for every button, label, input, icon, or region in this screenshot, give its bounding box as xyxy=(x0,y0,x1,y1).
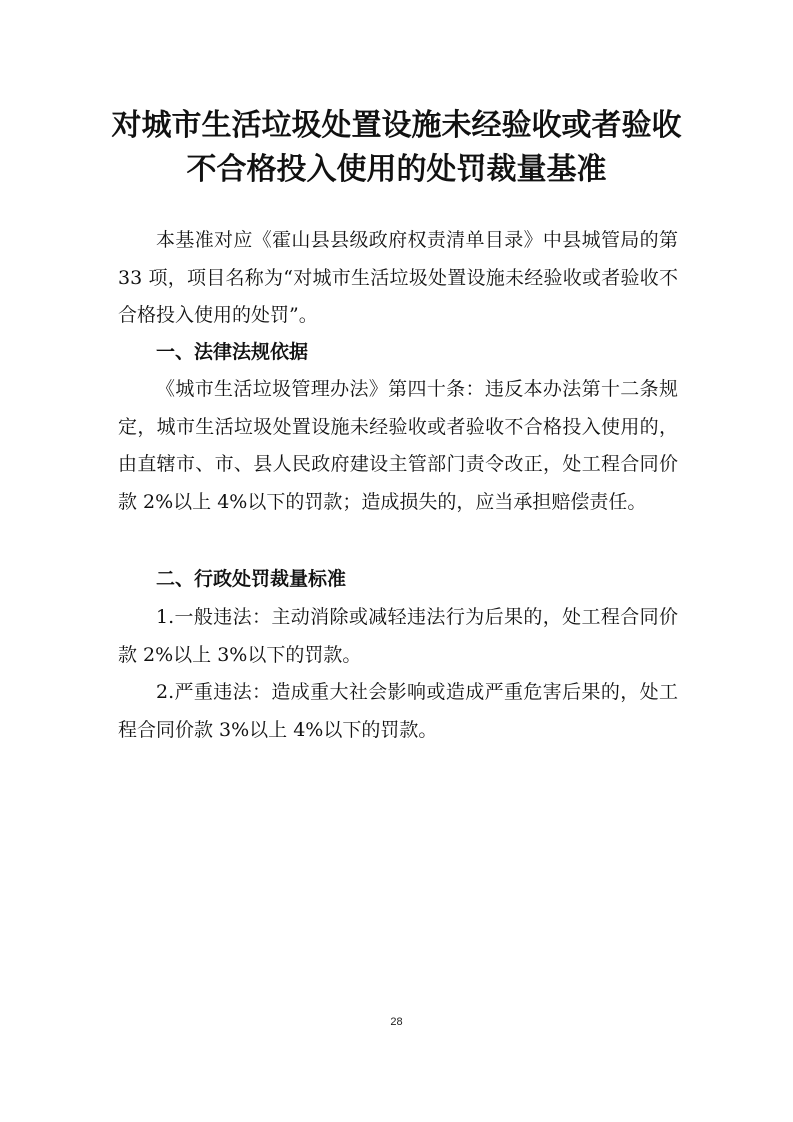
standard-item-general: 1.一般违法：主动消除或减轻违法行为后果的，处工程合同价款 2%以上 3%以下的罚款。 xyxy=(118,606,678,666)
document-title-line-1: 对城市生活垃圾处置设施未经验收或者验收 xyxy=(111,108,682,143)
legal-basis-paragraph: 《城市生活垃圾管理办法》第四十条：违反本办法第十二条规定，城市生活垃圾处置设施未经验收或者验收不合格投入使用的，由直辖市、市、县人民政府建设主管部门责令改正，处工程合同价款 2%以上 4%以下的罚款；造成损失的，应当承担赔偿责任。 xyxy=(118,378,678,513)
section-heading-legal-basis: 一、法律法规依据 xyxy=(156,341,309,363)
document-title-line-2: 不合格投入使用的处罚裁量基准 xyxy=(186,152,607,187)
section-heading-penalty-standard: 二、行政处罚裁量标准 xyxy=(156,568,347,590)
standard-item-serious: 2.严重违法：造成重大社会影响或造成严重危害后果的，处工程合同价款 3%以上 4%以下的罚款。 xyxy=(118,681,678,741)
page-number: 28 xyxy=(390,1016,403,1028)
intro-paragraph: 本基准对应《霍山县县级政府权责清单目录》中县城管局的第 33 项，项目名称为“对城市生活垃圾处置设施未经验收或者验收不合格投入使用的处罚”。 xyxy=(118,229,678,326)
